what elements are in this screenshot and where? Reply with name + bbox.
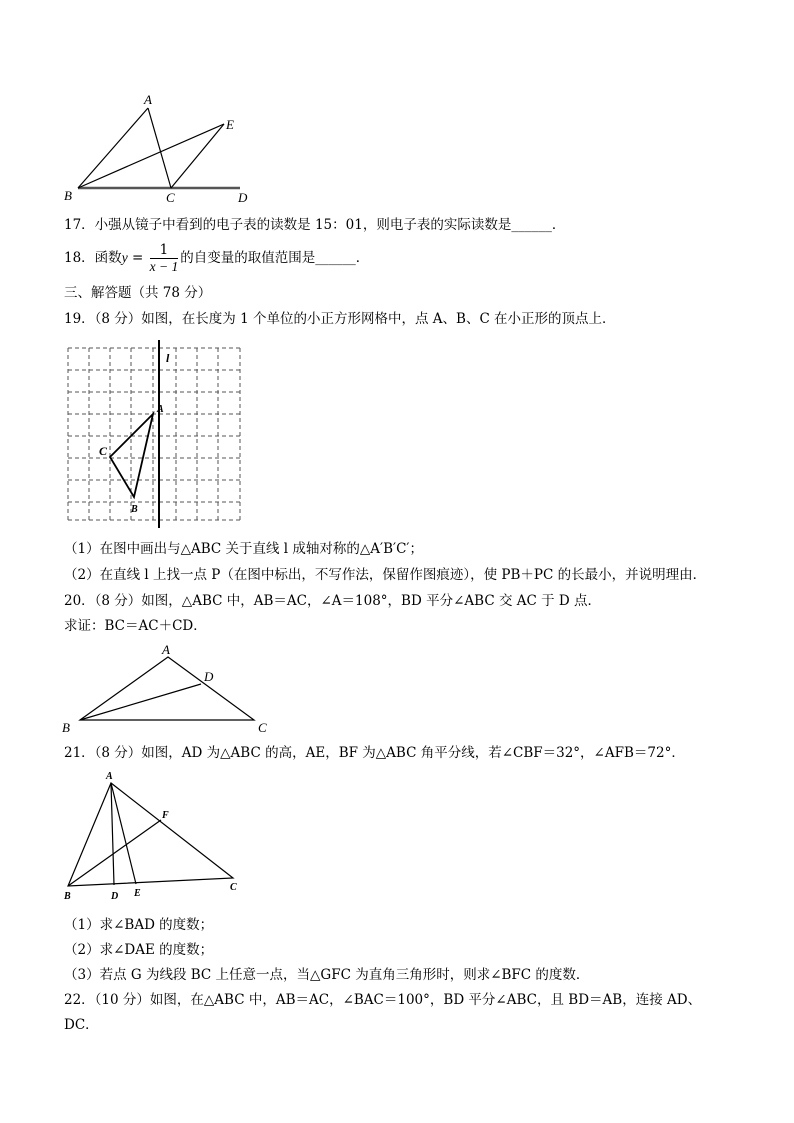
question-20: 20．（8 分）如图，△ABC 中，AB＝AC，∠A＝108°，BD 平分∠ABC 交 AC 于 D 点． [64,593,602,609]
segment-be [78,124,224,188]
label-d: D [204,669,214,684]
triangle-abc [68,783,233,886]
section-heading: 三、解答题（共 78 分） [64,285,212,301]
grid-lines [68,348,240,520]
label-b: B [62,720,70,735]
label-c: C [230,882,237,893]
q20-prove: 求证：BC＝AC＋CD． [64,618,207,634]
figure-q19-grid [62,340,247,530]
question-19: 19．（8 分）如图，在长度为 1 个单位的小正方形网格中，点 A、B、C 在小正形的顶点上． [64,311,616,327]
q21-part-1: （1）求∠BAD 的度数； [64,917,214,933]
figure-q21 [58,768,248,903]
label-c: C [258,720,267,735]
q18-numerator: 1 [150,243,179,259]
label-b: B [64,891,71,902]
q19-part-1: （1）在图中画出与△ABC 关于直线 l 成轴对称的△A′B′C′； [64,541,423,557]
q18-suffix: 的自变量的取值范围是______． [180,250,370,266]
label-d: D [238,190,248,205]
question-18 [64,242,369,274]
q18-y: y [121,250,128,265]
question-21: 21．（8 分）如图，AD 为△ABC 的高，AE，BF 为△ABC 角平分线，若∠CBF＝32°，∠AFB＝72°． [64,745,685,761]
segment-ba [78,108,148,188]
figure-q20 [58,640,278,735]
q21-part-2: （2）求∠DAE 的度数； [64,942,214,958]
figure-q16 [60,92,260,207]
q18-prefix: 18．函数 [64,250,122,266]
label-l: l [166,351,170,365]
segment-bd [80,684,201,720]
label-c: C [99,444,108,458]
q18-fraction [150,243,179,274]
label-c: C [166,190,175,205]
q18-eq: = [127,250,148,266]
label-d: D [111,891,119,902]
label-a: A [144,92,152,107]
label-a: A [162,642,170,657]
segment-ac [148,108,171,188]
altitude-ad [111,783,114,885]
label-a: A [106,771,113,782]
question-22-line-2: DC． [64,1017,99,1033]
q21-part-3: （3）若点 G 为线段 BC 上任意一点，当△GFC 为直角三角形时，则求∠BFC 的度数． [64,967,590,983]
triangle-abc [80,657,254,720]
question-17: 17．小强从镜子中看到的电子表的读数是 15：01，则电子表的实际读数是______． [64,217,566,233]
q18-denominator: x − 1 [149,259,179,274]
label-a: A [157,404,164,415]
label-f: F [162,810,169,821]
bisector-ae [111,783,136,884]
segment-ec [171,124,224,188]
label-b: B [64,188,72,203]
label-e: E [226,117,234,132]
label-e: E [134,888,141,899]
question-22-line-1: 22．（10 分）如图，在△ABC 中，AB＝AC，∠BAC＝100°，BD 平分∠ABC，且 BD＝AB，连接 AD、 [64,992,702,1008]
q19-part-2: （2）在直线 l 上找一点 P（在图中标出，不写作法，保留作图痕迹），使 PB＋PC 的长最小，并说明理由． [64,567,707,583]
label-b: B [131,504,138,515]
